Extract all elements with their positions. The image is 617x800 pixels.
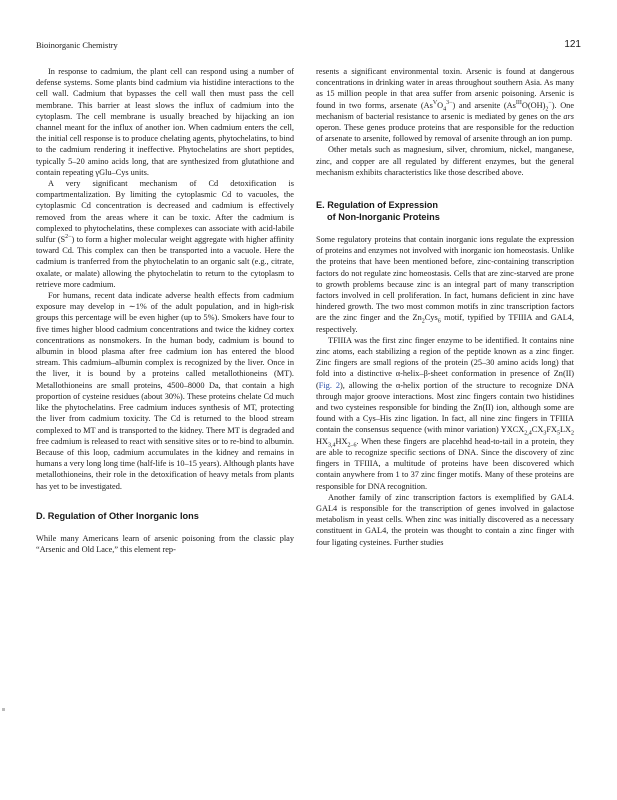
journal-title: Bioinorganic Chemistry	[36, 40, 118, 50]
paragraph-compartmentalization: A very significant mechanism of Cd detoxification is compartmentalization. By limiting the cytoplasmic Cd to vacuoles, the cytoplasmic Cd concentration is decreased and cadmium is effectively removed from the areas where it can be toxic. After the cadmium is complexed to phytochelatins, these complexes can associate with acid-labile sulfur $(S^{2-})$ to form a higher molecular weight aggregate with higher affinity toward Cd. This complex can then be transported into a vacuole. Here the cadmium is tranferred from the phytochelatin to an organic salt (e.g., citrate, oxalate, or malate) allowing the phytochelatin to return to the cytoplasm to retrieve more cadmium.	[36, 179, 294, 289]
section-heading-e: E. Regulation of Expression of Non-Inorganic Proteins	[316, 200, 440, 222]
paragraph-zinc-transcription: Some regulatory proteins that contain inorganic ions regulate the expression of proteins and enzymes not involved with inorganic ion homeostasis. Unlike the proteins that have been mentioned before, zinc-containing transcription factors do not regulate zinc homeostasis. Cells that are zinc-starved are prone to growth problems because zinc is an integral part of many transcription factors involved in cell proliferation. In fact, humans deficient in zinc have hindered growth. The two most common motifs in zinc transcription factors are the zinc finger and the $Zn_2Cys_6$ motif, typified by TFIIIA and GAL4, respectively.	[316, 235, 574, 334]
figure-2-link[interactable]: Fig. 2	[318, 380, 341, 390]
paragraph-other-metals: Other metals such as magnesium, silver, chromium, nickel, manganese, zinc, and copper are all regulated by different enzymes, but the general mechanism exhibits characteristics like those described above.	[316, 145, 574, 177]
left-column	[36, 66, 294, 786]
paragraph-gal4: Another family of zinc transcription factors is exemplified by GAL4. GAL4 is responsible for the transcription of genes involved in galactose metabolism in yeast cells. When zinc was initially discovered as a necessary constituent in GAL4, the protein was thought to contain a zinc finger with four ligating cysteines. Further studies	[316, 492, 574, 547]
section-heading-d: D. Regulation of Other Inorganic Ions	[36, 510, 199, 521]
right-column	[316, 66, 574, 786]
running-head	[36, 40, 581, 54]
paragraph-arsenic: resents a significant environmental toxin. Arsenic is found at dangerous concentrations in drinking water in areas throughout southern Asia. As many as 15 million people in that area suffer from arsenic poisoning. Arsenic is found in two forms, arsenate $(As^VO_4^{3-})$ and arsenite $(As^{III}O(OH)_2^-)$. One mechanism of bacterial resistance to arsenic is mediated by genes on the ars operon. These genes produce proteins that are responsible for the reduction of arsenate to arsenite, followed by removal of arsenite through an ion pump.	[316, 67, 574, 144]
page-number: 121	[564, 39, 581, 50]
margin-mark	[2, 708, 5, 711]
paragraph-arsenic-intro: While many Americans learn of arsenic poisoning from the classic play “Arsenic and Old Lace,” this element rep-	[36, 534, 294, 555]
paragraph-human-cadmium: For humans, recent data indicate adverse health effects from cadmium exposure may develop in ∼1% of the adult population, and in high-risk groups this percentage will be even higher (up to 5%). Smokers have four to five times higher blood cadmium concentrations and twice the kidney cortex concentrations as nonsmokers. In the human body, cadmium is bound to albumin in blood plasma after free cadmium ion has entered the blood stream. This cadmium–albumin complex is recognized by the liver. Once in the liver, it is bound by a proteins called metallothioneins (MT). Metallothioneins are small proteins, 4500–8000 Da, that contain a high proportion of cysteine residues (about 30%). These proteins chelate Cd much like the phytochelatins. Free cadmium induces synthesis of MT, protecting the liver from cadmium toxicity. The Cd is returned to the blood stream complexed to MT and is transported to the kidney. There MT is degraded and free cadmium is released to react with sensitive sites or to re-bind to albumin. Because of this loop, cadmium accumulates in the kidney and remains in humans a very long long time (half-life is 10–15 years). Although plants have metallothioneins, their role in the detoxification of heavy metals from plants has yet to be investigated.	[36, 291, 294, 491]
paragraph-tfiiia: TFIIIA was the first zinc finger enzyme to be identified. It contains nine zinc atoms, each stabilizing a region of the peptide known as a zinc finger. Zinc fingers are small regions of the protein (25–30 amino acids long) that fold into a distinctive α-helix–β-sheet conformation in presence of Zn(II) (Fig. 2), allowing the α-helix portion of the structure to recognize DNA through major groove interactions. Most zinc fingers contain two histidines and two cysteines responsible for binding the Zn(II) ion, although some are found with a Cys–His zinc ligation. In fact, all nine zinc fingers in TFIIIA contain the consensus sequence (with minor variation) $YXCX_{2,4}CX_3FX_5LX_2$ $HX_{3,4}HX_{2-6}$. When these fingers are placehhd head-to-tail in a protein, they are able to recognize specific sections of DNA. Since the discovery of zinc fingers in TFIIIA, a multitude of proteins have been discovered which contain anywhere from 1 to 37 zinc finger motifs. Many of these proteins are responsible for DNA recognition.	[316, 335, 574, 491]
paragraph-plant-defense: In response to cadmium, the plant cell can respond using a number of defense systems. Some plants bind cadmium via histidine interactions to the cell wall. Cadmium that bypasses the cell wall then must pass the cell membrane. This barrier at least slows the influx of cadmium into the cytoplasm. The cell membrane is usually breached by hijacking an ion channel meant for the influx of another ion. When cadmium enters the cell, the initial cell response is to produce chelating agents, phytochelatins, to bind to the cadmium rendering it ineffective. Phytochelatins are short peptides, typically 5–20 amino acids long, that are synthesized from glutathione and contain repeating γGlu–Cys units.	[36, 67, 294, 177]
